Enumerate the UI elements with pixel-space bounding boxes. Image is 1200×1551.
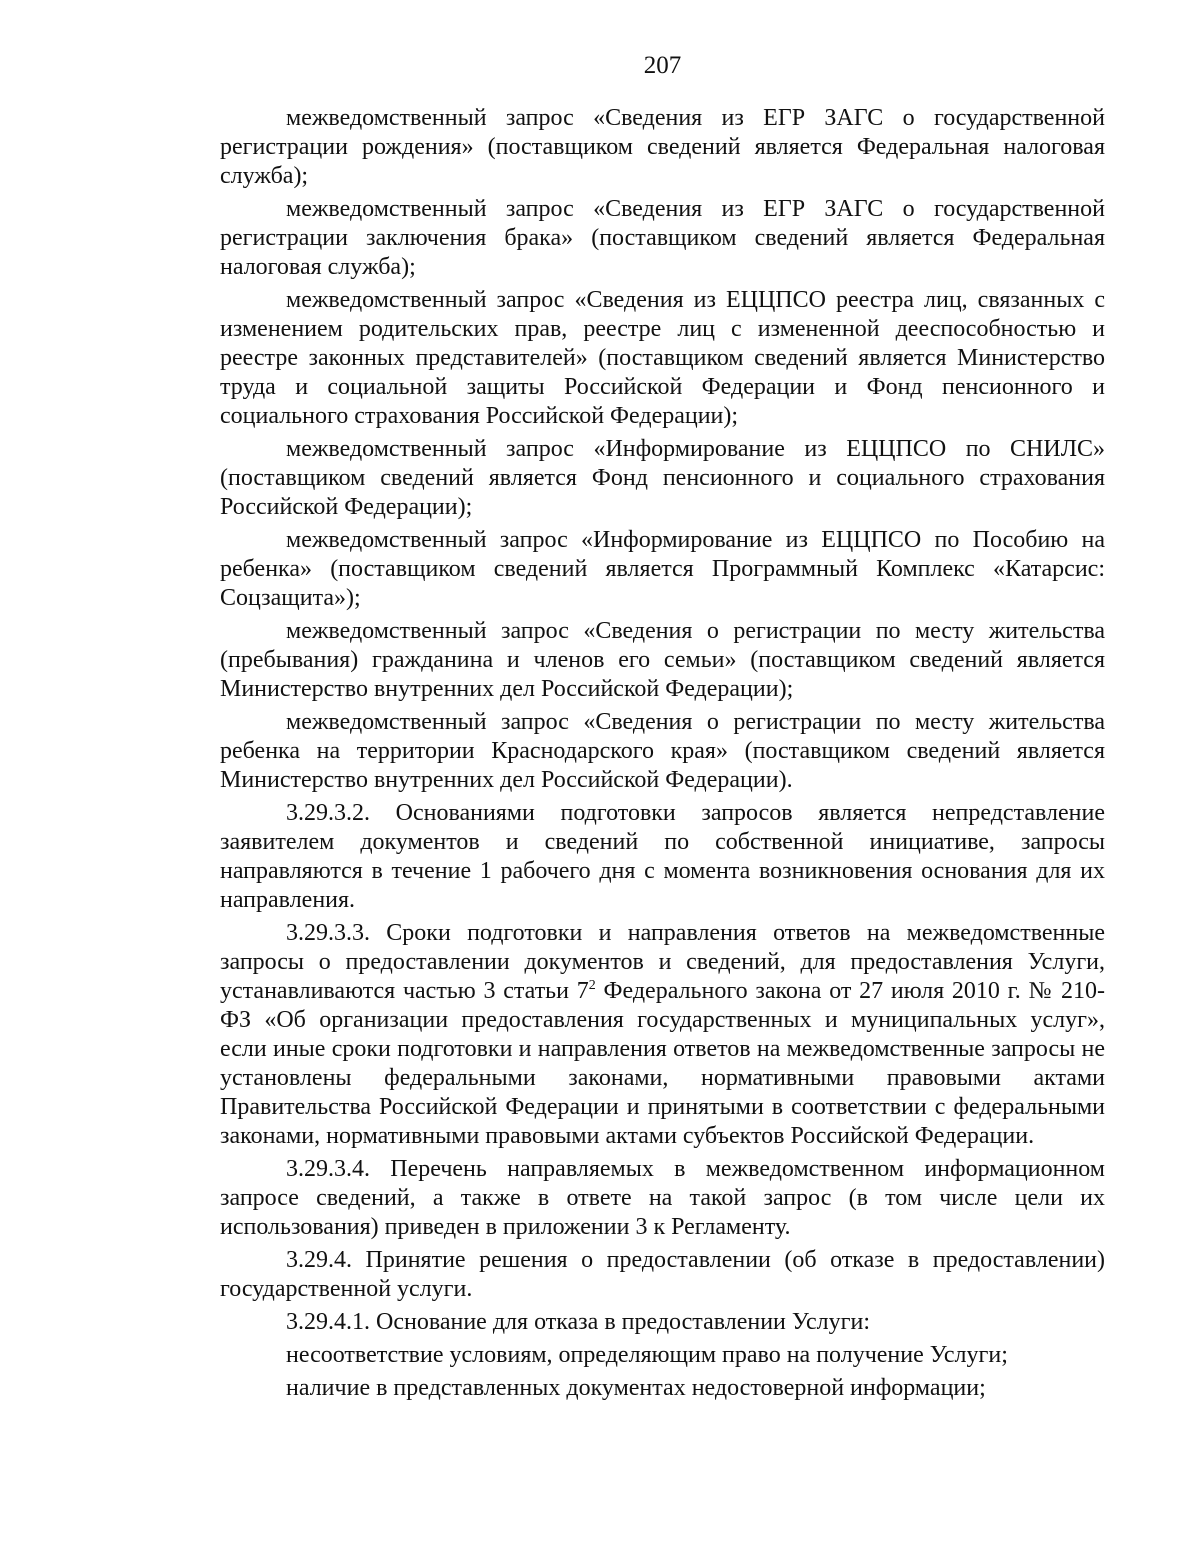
paragraph-ecpso-snils: межведомственный запрос «Информирование из ЕЦЦПСО по СНИЛС» (поставщиком сведений является Фонд пенсионного и социального страхования Российской Федерации); <box>220 436 1105 520</box>
paragraph-ecpso-registries: межведомственный запрос «Сведения из ЕЦЦПСО реестра лиц, связанных с изменением родительских прав, реестре лиц с измененной дееспособностью и реестре законных представителей» (поставщиком сведений является Министерство труда и социальной защиты Российской Федерации и Фонд пенсионного и социального страхования Российской Федерации); <box>220 287 1105 429</box>
document-body <box>220 104 1105 1407</box>
article-superscript: 2 <box>588 978 596 993</box>
paragraph-ecpso-child-benefit: межведомственный запрос «Информирование из ЕЦЦПСО по Пособию на ребенка» (поставщиком сведений является Программный Комплекс «Катарсис: Соцзащита»); <box>220 527 1105 611</box>
paragraph-3-29-3-3-after: Федерального закона от 27 июля 2010 г. № 210-ФЗ «Об организации предоставления государственных и муниципальных услуг», если иные сроки подготовки и направления ответов на межведомственные запросы не установлены федеральными законами, нормативными правовыми актами Правительства Российской Федерации и принятыми в соответствии с федеральными законами, нормативными правовыми актами субъектов Российской Федерации. <box>220 978 1106 1149</box>
paragraph-egr-zags-marriage: межведомственный запрос «Сведения из ЕГР ЗАГС о государственной регистрации заключения брака» (поставщиком сведений является Федеральная налоговая служба); <box>220 196 1105 280</box>
paragraph-refusal-false-info: наличие в представленных документах недостоверной информации; <box>286 1375 986 1401</box>
paragraph-registration-family: межведомственный запрос «Сведения о регистрации по месту жительства (пребывания) гражданина и членов его семьи» (поставщиком сведений является Министерство внутренних дел Российской Федерации); <box>220 618 1105 702</box>
paragraph-3-29-3-3-before: 3.29.3.3. Сроки подготовки и направления ответов на межведомственные запросы о предоставлении документов и сведений, для предоставления Услуги, устанавливаются частью 3 статьи 7 <box>220 920 1105 1004</box>
paragraph-3-29-3-2: 3.29.3.2. Основаниями подготовки запросов является непредставление заявителем документов и сведений по собственной инициативе, запросы направляются в течение 1 рабочего дня с момента возникновения основания для их направления. <box>220 800 1105 913</box>
paragraph-3-29-3-3 <box>220 919 1105 1151</box>
paragraph-registration-child: межведомственный запрос «Сведения о регистрации по месту жительства ребенка на территории Краснодарского края» (поставщиком сведений является Министерство внутренних дел Российской Федерации). <box>220 709 1105 793</box>
paragraph-3-29-4-1: 3.29.4.1. Основание для отказа в предоставлении Услуги: <box>286 1309 870 1335</box>
paragraph-refusal-conditions: несоответствие условиям, определяющим право на получение Услуги; <box>286 1342 1008 1368</box>
paragraph-egr-zags-birth: межведомственный запрос «Сведения из ЕГР ЗАГС о государственной регистрации рождения» (поставщиком сведений является Федеральная налоговая служба); <box>220 105 1105 189</box>
paragraph-3-29-3-4: 3.29.3.4. Перечень направляемых в межведомственном информационном запросе сведений, а также в ответе на такой запрос (в том числе цели их использования) приведен в приложении 3 к Регламенту. <box>220 1156 1105 1240</box>
paragraph-3-29-4: 3.29.4. Принятие решения о предоставлении (об отказе в предоставлении) государственной услуги. <box>220 1247 1105 1302</box>
page-number: 207 <box>643 52 682 79</box>
